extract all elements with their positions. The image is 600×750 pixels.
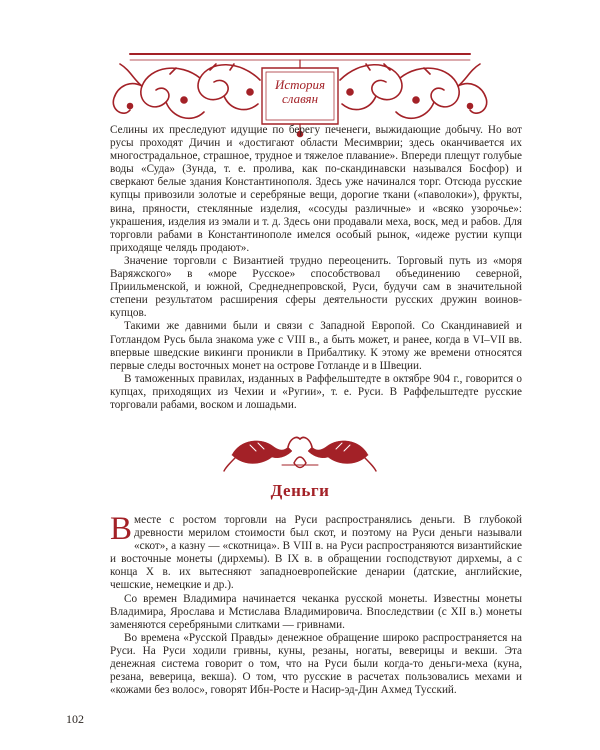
birds-ornament	[222, 425, 378, 475]
paragraph: Со времен Владимира начинается чеканка русской монеты. Известны монеты Владимира, Ярослава и Мстислава Владимировича. Впоследствии (с XII в.) монеты заменяются серебряными слитками — гривнами.	[110, 592, 522, 631]
paragraph: Такими же давними были и связи с Западной Европой. Со Скандинавией и Готландом Русь была знакома уже с VIII в., а быть может, и ранее, когда в VI–VII вв. впервые шведские викинги проникли в Прибалтику. К этому же времени относятся первые следы восточных монет на острове Готланде и в Швеции.	[110, 320, 522, 372]
dropcap: В	[110, 511, 133, 547]
paragraph: Значение торговли с Византией трудно переоценить. Торговый путь из «моря Варяжского» в «море Русское» способствовал объединению северной, Приильменской, и южной, Среднеднепровской, Руси, будучи сам в значительной степени результатом расширения сферы деятельности русских дружин воинов-купцов.	[110, 254, 522, 320]
paragraph: Во времена «Русской Правды» денежное обращение широко распространяется на Руси. На Руси ходили гривны, куны, резаны, ногаты, веверицы и векши. Эта денежная система говорит о том, что на Руси были когда-то деньги-меха (куна, резана, веверица, векша). О том, что русские в расчетах пользовались мехами и «кожами без волос», говорят Ибн-Росте и Насир-эд-Дин Ахмед Тусский.	[110, 631, 522, 697]
section-2-text	[110, 511, 522, 697]
section-title: Деньги	[270, 481, 330, 500]
paragraph-text: месте с ростом торговли на Руси распространялись деньги. В глубокой древности мерилом стоимости был скот, и поэтому на Руси деньги называли «скот», а казну — «скотница». В VIII в. на Руси распространяются византийские и восточные монеты (дирхемы). В IX в. в обращении господствуют дирхемы, а с конца X в. их вытесняют западноевропейские денарии (датские, английские, чешские, немецкие и др.).	[110, 514, 522, 592]
section-1-text	[110, 124, 522, 412]
page-number: 102	[66, 712, 84, 726]
header-title-line2: славян	[281, 91, 319, 106]
paragraph-with-dropcap	[110, 511, 522, 593]
paragraph: Селины их преследуют идущие по берегу печенеги, выжидающие добычу. Но вот русы проходят Дичин и «достигают области Месимврии; здесь оканчивается их многострадальное, страшное, трудное и тяжелое плавание». Впереди плещут голубые воды «Суда» (Зунда, т. е. пролива, как по-скандинавски назывался Босфор) и сверкают белые здания Константинополя. Здесь уже начинался торг. Отсюда русские купцы привозили золотые и серебряные вещи, дорогие ткани («паволоки»), фрукты, вина, пряности, стеклянные изделия, «сосуды различные» и «всяко узорочье»: украшения, изделия из эмали и т. д. Здесь они продавали меха, воск, мед и рабов. Для торговли рабами в Константинополе имелся особый рынок, «идеже рустии купци приходяще челядь продают».	[110, 124, 522, 254]
header-title-line1: История	[274, 77, 326, 92]
paragraph: В таможенных правилах, изданных в Раффельштедте в октябре 904 г., говорится о купцах, приходящих из Чехии и «Ругии», т. е. Руси. В Раффельштедте русские торговали рабами, воском и лошадьми.	[110, 372, 522, 411]
header-cartouche	[262, 68, 338, 116]
